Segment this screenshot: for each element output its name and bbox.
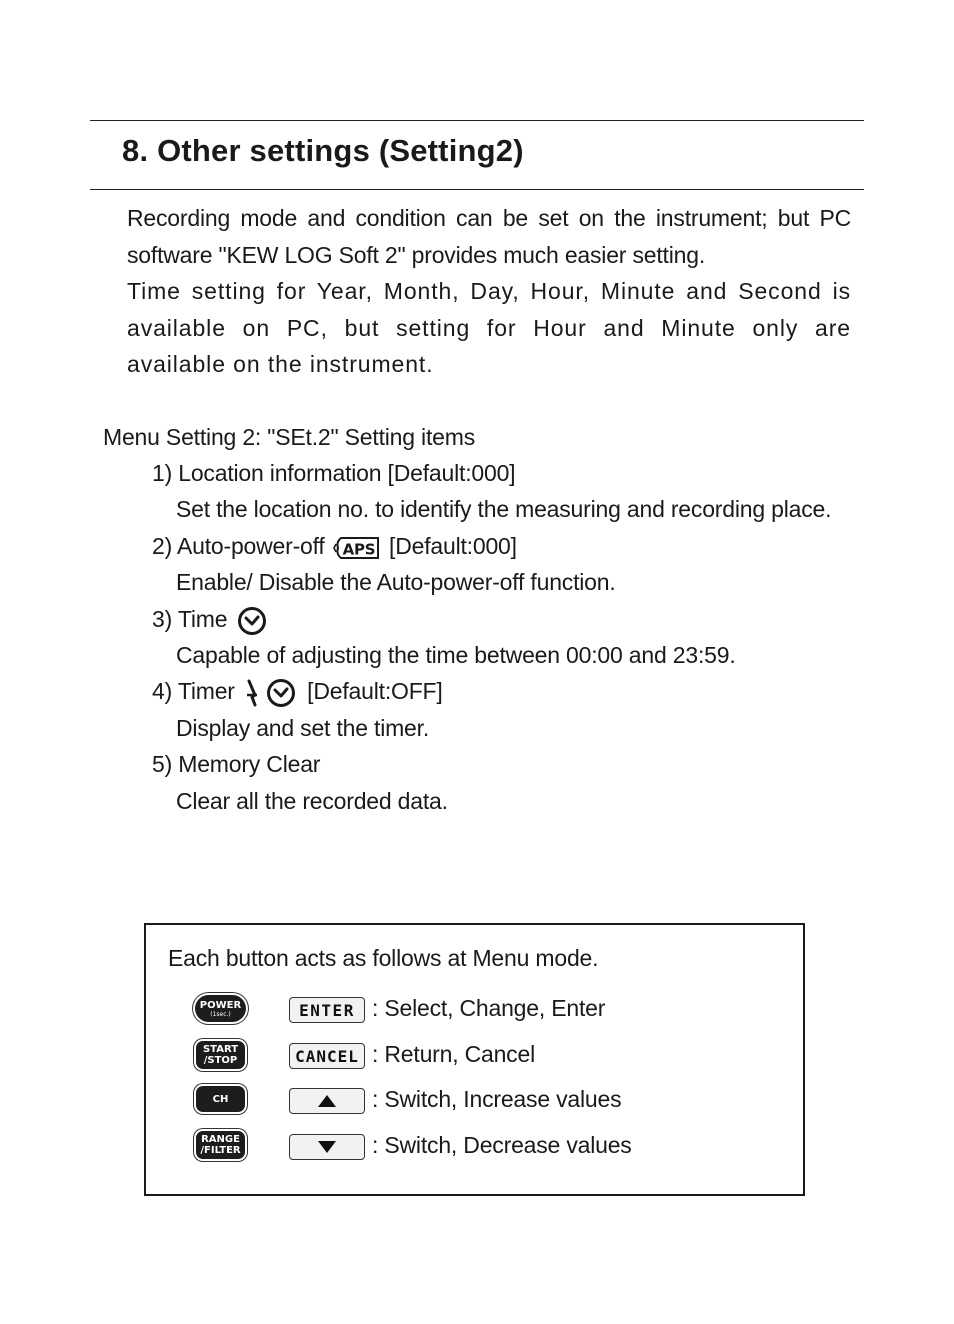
- menu-item-3-label: [152, 604, 270, 636]
- down-key-desc: : Switch, Decrease values: [372, 1132, 632, 1158]
- cancel-key-desc: : Return, Cancel: [372, 1041, 535, 1067]
- aps-icon-text: APS: [342, 540, 376, 559]
- menu-item-1-desc: Set the location no. to identify the measuring and recording place.: [176, 496, 832, 522]
- range-filter-button: RANGE /FILTER: [194, 1129, 247, 1161]
- menu-item-2-label: [152, 531, 517, 562]
- menu-item-5-desc: Clear all the recorded data.: [176, 788, 448, 814]
- down-arrow-icon: [317, 1140, 337, 1154]
- menu-item-3-label-text: 3) Time: [152, 606, 228, 632]
- page-title: 8. Other settings (Setting2): [122, 133, 524, 168]
- ch-button: CH: [194, 1084, 247, 1114]
- menu-item-4-label-text: 4) Timer: [152, 678, 235, 704]
- intro-text: [127, 200, 851, 383]
- menu-heading: Menu Setting 2: "SEt.2" Setting items: [103, 424, 476, 450]
- menu-item-4-label: [152, 676, 443, 709]
- menu-item-3-desc: Capable of adjusting the time between 00:00 and 23:59.: [176, 642, 736, 668]
- enter-key: ENTER: [289, 997, 365, 1023]
- title-divider: [90, 189, 864, 190]
- menu-item-1-label: 1) Location information [Default:000]: [152, 460, 516, 486]
- up-key: [289, 1088, 365, 1114]
- enter-key-desc: : Select, Change, Enter: [372, 995, 606, 1021]
- intro-paragraph-2: Time setting for Year, Month, Day, Hour, Minute and Second is available on PC, but setting for Hour and Minute only are available on the instrument.: [127, 278, 851, 378]
- button-legend-panel: [144, 923, 805, 1196]
- menu-item-5-label: 5) Memory Clear: [152, 751, 321, 777]
- auto-power-off-icon: [333, 534, 381, 562]
- top-divider: [90, 120, 864, 121]
- menu-item-4-desc: Display and set the timer.: [176, 715, 430, 741]
- power-button: POWER (1sec.): [193, 993, 248, 1024]
- down-key: [289, 1134, 365, 1160]
- menu-item-2-default: [Default:000]: [389, 533, 517, 559]
- up-arrow-icon: [317, 1094, 337, 1108]
- cancel-key: CANCEL: [289, 1043, 365, 1069]
- menu-item-4-default: [Default:OFF]: [307, 678, 443, 704]
- start-stop-button: START /STOP: [194, 1039, 247, 1071]
- intro-paragraph-1: Recording mode and condition can be set on the instrument; but PC software "KEW LOG Soft 2" provides much easier setting.: [127, 205, 851, 268]
- menu-item-2-label-text: 2) Auto-power-off: [152, 533, 325, 559]
- menu-item-2-desc: Enable/ Disable the Auto-power-off function.: [176, 569, 616, 595]
- timer-icon: [243, 677, 299, 709]
- up-key-desc: : Switch, Increase values: [372, 1086, 622, 1112]
- panel-title: Each button acts as follows at Menu mode.: [168, 945, 599, 971]
- clock-icon: [236, 606, 268, 636]
